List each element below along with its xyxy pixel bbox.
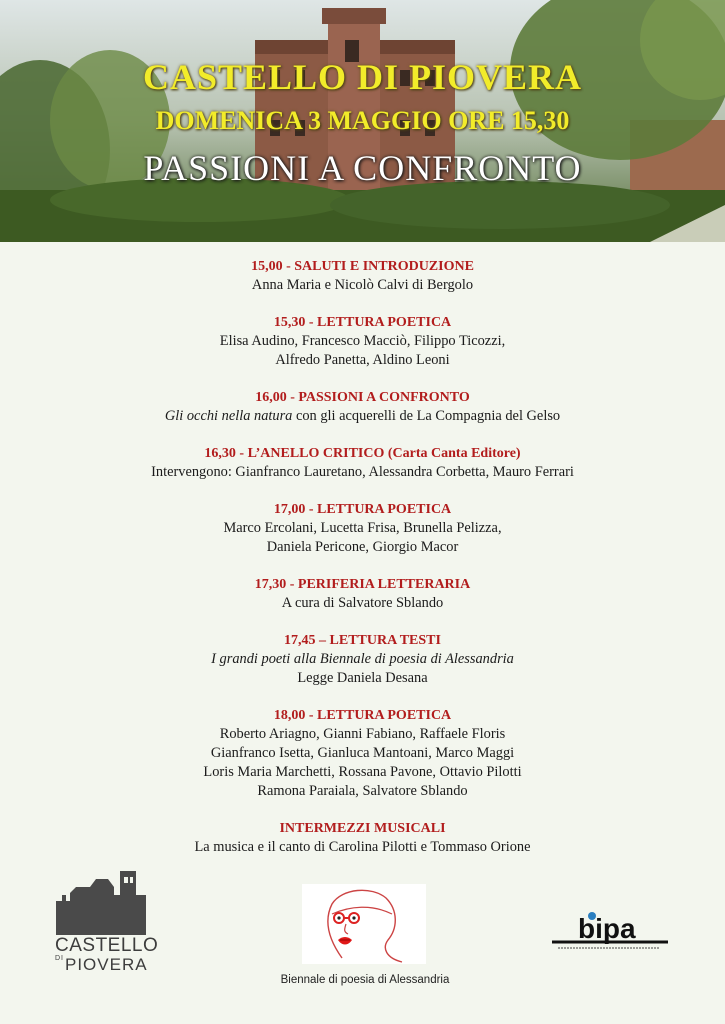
- section-line: [0, 650, 725, 669]
- section-line: [0, 463, 725, 482]
- section-line: [0, 538, 725, 557]
- section-line: [0, 725, 725, 744]
- section-line: [0, 669, 725, 688]
- section-heading: 16,30 - L’ANELLO CRITICO (Carta Canta Editore): [204, 446, 521, 461]
- castello-logo-line1: CASTELLO: [55, 935, 159, 956]
- line-text: Intervengono: Gianfranco Lauretano, Alessandra Corbetta, Mauro Ferrari: [151, 464, 574, 480]
- line-text: Roberto Ariagno, Gianni Fabiano, Raffaele Floris: [219, 726, 506, 742]
- line-text: La musica e il canto di Carolina Pilotti e Tommaso Orione: [194, 839, 531, 855]
- biennale-caption: Biennale di poesia di Alessandria: [280, 974, 450, 986]
- program-section: [0, 706, 725, 801]
- bipa-wordmark: bipa: [578, 913, 636, 944]
- castello-di-piovera-logo: [50, 865, 159, 975]
- program-section: [0, 575, 725, 613]
- event-venue-title: CASTELLO DI PIOVERA: [142, 57, 583, 97]
- program-schedule: [0, 257, 725, 875]
- poet-face-icon: [302, 884, 426, 964]
- section-line: [0, 763, 725, 782]
- section-line: [0, 407, 725, 426]
- event-subtitle: PASSIONI A CONFRONTO: [143, 148, 582, 188]
- bipa-icon: [548, 908, 673, 968]
- section-line: [0, 838, 725, 857]
- line-text: Ramona Paraiala, Salvatore Sblando: [257, 783, 468, 799]
- line-text: Daniela Pericone, Giorgio Macor: [266, 539, 459, 555]
- line-text: Alfredo Panetta, Aldino Leoni: [275, 352, 450, 368]
- section-heading: 15,30 - LETTURA POETICA: [273, 315, 452, 330]
- program-section: [0, 444, 725, 482]
- section-line: [0, 744, 725, 763]
- section-line: [0, 782, 725, 801]
- section-line: [0, 332, 725, 351]
- section-heading: 15,00 - SALUTI E INTRODUZIONE: [251, 259, 474, 274]
- bipa-logo: [548, 908, 673, 968]
- section-line: [0, 276, 725, 295]
- section-heading: INTERMEZZI MUSICALI: [279, 821, 446, 836]
- line-text: Legge Daniela Desana: [297, 670, 428, 686]
- header-photo: [0, 0, 725, 242]
- line-text: A cura di Salvatore Sblando: [281, 595, 444, 611]
- line-text: con gli acquerelli de La Compagnia del Gelso: [292, 408, 561, 424]
- castello-logo-line2: $^{DI}$PIOVERA: [55, 955, 148, 974]
- event-date: DOMENICA 3 MAGGIO ORE 15,30: [155, 106, 570, 135]
- italic-title: I grandi poeti alla Biennale di poesia di Alessandria: [211, 651, 514, 667]
- section-line: [0, 519, 725, 538]
- section-heading: 17,45 – LETTURA TESTI: [284, 633, 441, 648]
- section-heading: 17,30 - PERIFERIA LETTERARIA: [254, 577, 471, 592]
- section-heading: 17,00 - LETTURA POETICA: [273, 502, 452, 517]
- section-heading: 16,00 - PASSIONI A CONFRONTO: [255, 390, 470, 405]
- line-text: Marco Ercolani, Lucetta Frisa, Brunella Pelizza,: [223, 520, 502, 536]
- line-text: Gianfranco Isetta, Gianluca Mantoani, Marco Maggi: [210, 745, 515, 761]
- line-text: Elisa Audino, Francesco Macciò, Filippo Ticozzi,: [219, 333, 506, 349]
- italic-title: Gli occhi nella natura: [164, 408, 293, 424]
- line-text: Loris Maria Marchetti, Rossana Pavone, Ottavio Pilotti: [203, 764, 522, 780]
- castle-icon: [50, 865, 150, 935]
- section-line: [0, 594, 725, 613]
- section-heading: 18,00 - LETTURA POETICA: [273, 708, 452, 723]
- program-section: [0, 819, 725, 857]
- program-section: [0, 388, 725, 426]
- section-line: [0, 351, 725, 370]
- biennale-logo: [302, 884, 426, 964]
- line-text: Anna Maria e Nicolò Calvi di Bergolo: [251, 277, 474, 293]
- program-section: [0, 257, 725, 295]
- program-section: [0, 313, 725, 370]
- program-section: [0, 500, 725, 557]
- program-section: [0, 631, 725, 688]
